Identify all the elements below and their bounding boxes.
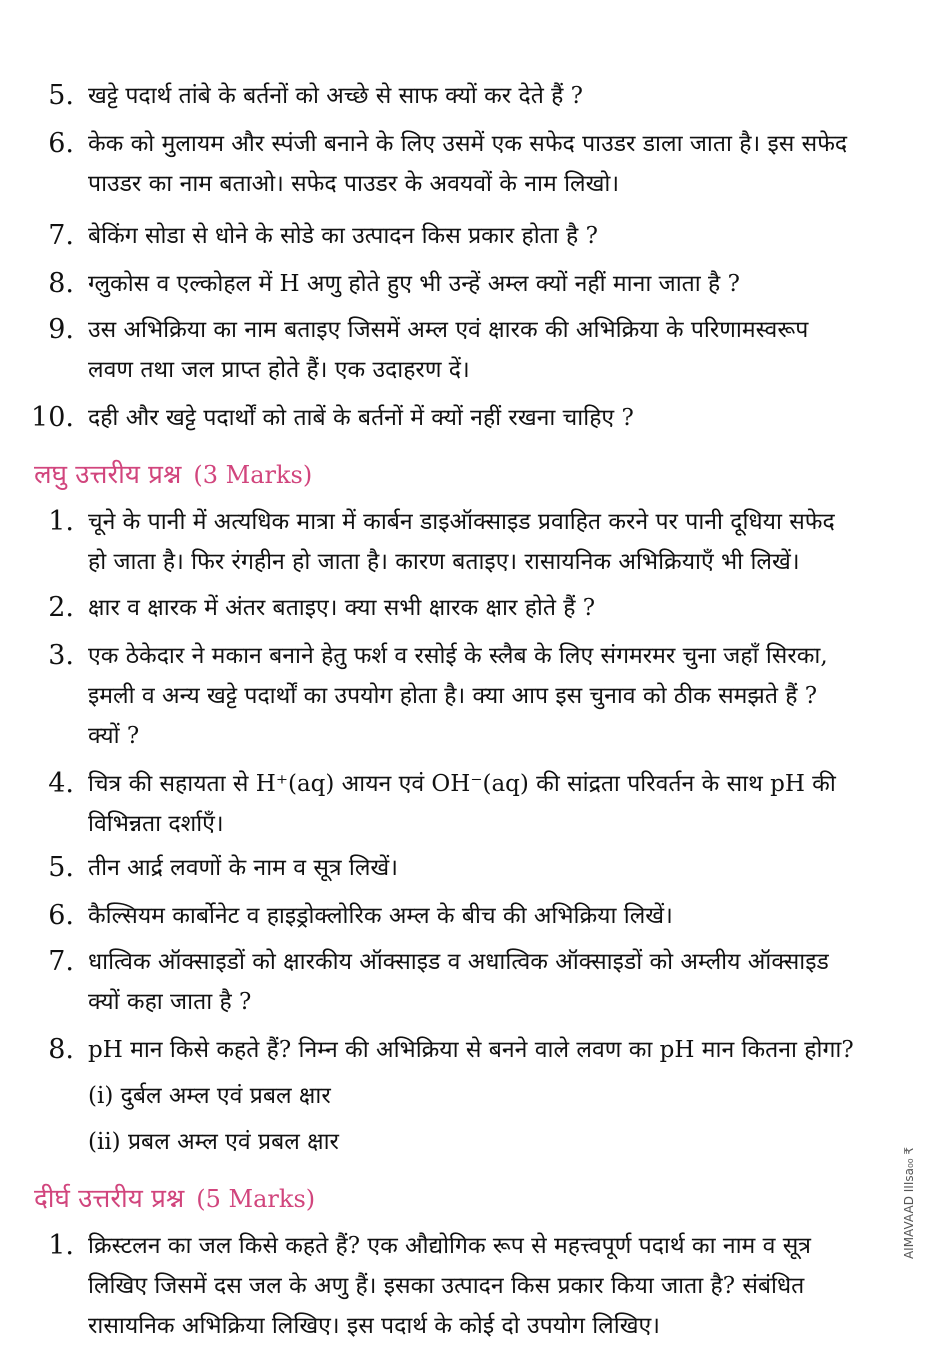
question-text-line: क्षार व क्षारक में अंतर बताइए। क्या सभी क्षारक क्षार होते हैं ? [88, 595, 596, 621]
short-answer-heading [34, 454, 312, 499]
question-number: 8. [48, 268, 74, 299]
question-text-line: क्रिस्टलन का जल किसे कहते हैं? एक औद्योगिक रूप से महत्त्वपूर्ण पदार्थ का नाम व सूत्र [88, 1233, 811, 1259]
question-text-line: रासायनिक अभिक्रिया लिखिए। इस पदार्थ के कोई दो उपयोग लिखिए। [88, 1313, 660, 1339]
question-text-line: pH मान किसे कहते हैं? निम्न की अभिक्रिया से बनने वाले लवण का pH मान कितना होगा? [88, 1037, 854, 1063]
question-text-line: तीन आर्द्र लवणों के नाम व सूत्र लिखें। [88, 855, 398, 881]
section-title: दीर्घ उत्तरीय प्रश्न [34, 1184, 185, 1214]
question-number: 7. [48, 946, 74, 977]
question-number: 3. [48, 640, 74, 671]
question-text-line: केक को मुलायम और स्पंजी बनाने के लिए उसमें एक सफेद पाउडर डाला जाता है। इस सफेद [88, 131, 848, 157]
question-text-line: बेकिंग सोडा से धोने के सोडे का उत्पादन किस प्रकार होता है ? [88, 223, 598, 249]
margin-watermark-text: AIMAVAAD IIIsa₀₀ ₹ [902, 1146, 916, 1260]
long-answer-heading [34, 1178, 315, 1223]
section-marks: (5 Marks) [196, 1185, 316, 1213]
question-text-line: दही और खट्टे पदार्थों को ताबें के बर्तनों में क्यों नहीं रखना चाहिए ? [88, 405, 634, 431]
section-title: लघु उत्तरीय प्रश्न [34, 460, 182, 490]
subpart-ii: (ii) प्रबल अम्ल एवं प्रबल क्षार [88, 1129, 339, 1155]
question-number: 1. [48, 1230, 74, 1261]
question-text-line: चूने के पानी में अत्यधिक मात्रा में कार्बन डाइऑक्साइड प्रवाहित करने पर पानी दूधिया सफेद [88, 509, 835, 535]
margin-watermark [894, 1108, 924, 1298]
question-text-line: चित्र की सहायता से H⁺(aq) आयन एवं OH⁻(aq) की सांद्रता परिवर्तन के साथ pH की [88, 771, 836, 797]
question-number: 1. [48, 506, 74, 537]
question-text-line: कैल्सियम कार्बोनेट व हाइड्रोक्लोरिक अम्ल के बीच की अभिक्रिया लिखें। [88, 903, 673, 929]
question-text-line: उस अभिक्रिया का नाम बताइए जिसमें अम्ल एवं क्षारक की अभिक्रिया के परिणामस्वरूप [88, 317, 809, 343]
question-text-line: खट्टे पदार्थ तांबे के बर्तनों को अच्छे से साफ क्यों कर देते हैं ? [88, 83, 583, 109]
question-text-line: क्यों कहा जाता है ? [88, 989, 252, 1015]
question-text-line: विभिन्नता दर्शाएँ। [88, 811, 224, 837]
section-marks: (3 Marks) [193, 461, 313, 489]
question-number: 4. [48, 768, 74, 799]
question-number: 6. [48, 900, 74, 931]
question-text-line: लवण तथा जल प्राप्त होते हैं। एक उदाहरण दें। [88, 357, 470, 383]
question-text-line: क्यों ? [88, 723, 140, 749]
question-text-line: पाउडर का नाम बताओ। सफेद पाउडर के अवयवों के नाम लिखो। [88, 171, 620, 197]
question-text-line: ग्लुकोस व एल्कोहल में H अणु होते हुए भी उन्हें अम्ल क्यों नहीं माना जाता है ? [88, 271, 740, 297]
question-text-line: हो जाता है। फिर रंगहीन हो जाता है। कारण बताइए। रासायनिक अभिक्रियाएँ भी लिखें। [88, 549, 800, 575]
question-number: 2. [48, 592, 74, 623]
question-text-line: एक ठेकेदार ने मकान बनाने हेतु फर्श व रसोई के स्लैब के लिए संगमरमर चुना जहाँ सिरका, [88, 643, 828, 669]
subpart-i: (i) दुर्बल अम्ल एवं प्रबल क्षार [88, 1083, 331, 1109]
question-text-line: इमली व अन्य खट्टे पदार्थों का उपयोग होता है। क्या आप इस चुनाव को ठीक समझते हैं ? [88, 683, 818, 709]
question-number: 10. [31, 402, 74, 433]
question-number: 5. [48, 80, 74, 111]
question-number: 9. [48, 314, 74, 345]
question-number: 6. [48, 128, 74, 159]
question-text-line: लिखिए जिसमें दस जल के अणु हैं। इसका उत्पादन किस प्रकार किया जाता है? संबंधित [88, 1273, 805, 1299]
question-number: 8. [48, 1034, 74, 1065]
question-text-line: धात्विक ऑक्साइडों को क्षारकीय ऑक्साइड व अधात्विक ऑक्साइडों को अम्लीय ऑक्साइड [88, 949, 829, 975]
question-number: 7. [48, 220, 74, 251]
question-number: 5. [48, 852, 74, 883]
